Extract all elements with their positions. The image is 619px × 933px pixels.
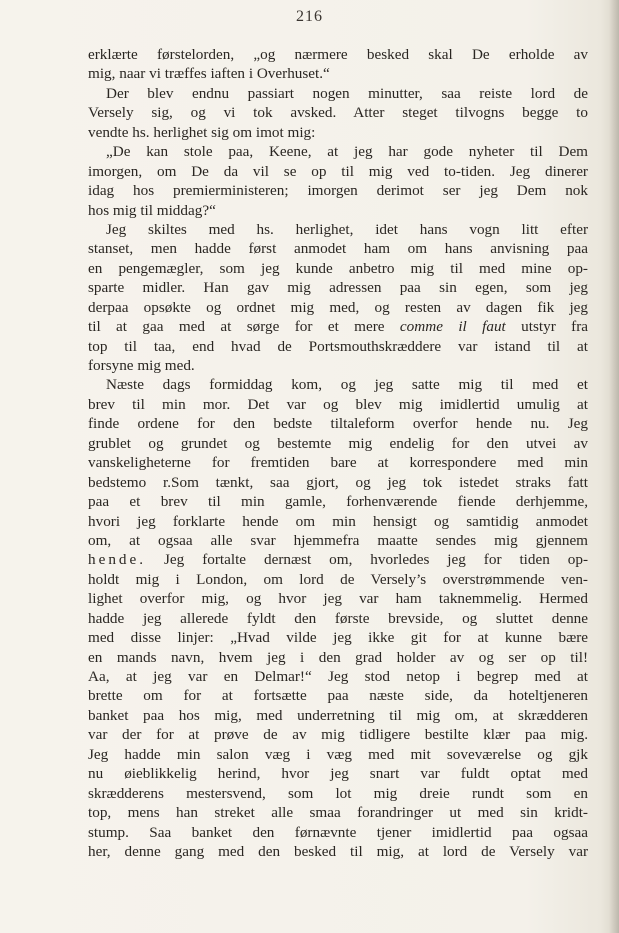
letterspaced-emphasis: hende. <box>88 551 147 569</box>
text-line: imorgen, om De da vil se op til mig ved to-tiden. Jeg dinerer <box>88 162 588 180</box>
text-line: derpaa opsøkte og ordnet mig med, og resten av dagen fik jeg <box>88 298 588 316</box>
text-line: skrædderens mestersvend, som lot mig dreie rundt som en <box>88 784 588 802</box>
text-line: var der for at prøve de av mig tidligere bestilte klær paa mig. <box>88 726 588 744</box>
text-line: en mands navn, hvem jeg i den grad holder av og ser op til! <box>88 648 588 666</box>
text-line: mig, naar vi træffes iaften i Overhuset.“ <box>88 65 330 83</box>
text-line: Næste dags formiddag kom, og jeg satte mig til med et <box>106 376 588 394</box>
text-line: Der blev endnu passiart nogen minutter, saa reiste lord de <box>106 84 588 102</box>
text-segment: utstyr fra <box>505 318 589 336</box>
page-number: 216 <box>296 8 323 25</box>
text-line: en pengemægler, som jeg kunde anbetro mig til med mine op- <box>88 259 588 277</box>
text-line: hadde jeg allerede fyldt den første brevside, og sluttet denne <box>88 609 588 627</box>
text-line: vanskeligheterne for fremtiden bare at korrespondere med min <box>88 454 588 472</box>
text-line: nu øieblikkelig herind, hvor jeg snart var fuldt optat med <box>88 765 588 783</box>
text-line: paa et brev til min gamle, forhenværende fiende derhjemme, <box>88 493 588 511</box>
text-line: Jeg skiltes med hs. herlighet, idet hans vogn litt efter <box>106 220 588 238</box>
text-line: idag hos premierministeren; imorgen derimot ser jeg Dem nok <box>88 182 588 200</box>
text-line <box>88 317 588 336</box>
text-line: banket paa hos mig, med underretning til mig om, at skrædderen <box>88 706 588 724</box>
text-line: om, at ogsaa alle svar hjemmefra maatte sendes mig gjennem <box>88 531 588 549</box>
text-line: hos mig til middag?“ <box>88 201 216 219</box>
text-line: Versely sig, og vi tok avsked. Atter steget tilvogns begge to <box>88 104 588 122</box>
text-line: her, denne gang med den besked til mig, at lord de Versely var <box>88 842 588 860</box>
text-line: forsyne mig med. <box>88 357 195 374</box>
text-line: top til taa, end hvad de Portsmouthskræddere var istand til at <box>88 337 588 355</box>
text-line: „De kan stole paa, Keene, at jeg har gode nyheter til Dem <box>106 143 588 161</box>
text-line: holdt mig i London, om lord de Versely’s overstrømmende ven- <box>88 570 588 588</box>
text-line: brev til min mor. Det var og blev mig imidlertid umulig at <box>88 395 588 413</box>
text-line: Jeg hadde min salon væg i væg med mit soveværelse og gjk <box>88 745 588 763</box>
text-segment: til at gaa med at sørge for et mere <box>88 318 400 336</box>
text-line: stump. Saa banket den førnævnte tjener imidlertid paa ogsaa <box>88 823 588 841</box>
text-line: hvori jeg forklarte hende om min hensigt og samtidig anmodet <box>88 512 588 530</box>
text-line: vendte hs. herlighet sig om imot mig: <box>88 123 316 141</box>
page-edge-shadow <box>609 0 619 933</box>
text-segment: Jeg fortalte dernæst om, hvorledes jeg for tiden op- <box>146 551 588 569</box>
text-line: grublet og grundet og bestemte mig endelig for den utvei av <box>88 434 588 452</box>
body-text <box>88 45 588 861</box>
text-line: erklærte førstelorden, „og nærmere besked skal De erholde av <box>88 46 588 63</box>
text-line: Aa, at jeg var en Delmar!“ Jeg stod netop i begrep med at <box>88 668 588 685</box>
italic-phrase: comme il faut <box>399 318 506 336</box>
text-line: med disse linjer: „Hvad vilde jeg ikke git for at kunne bære <box>88 629 588 647</box>
text-line: stanset, men hadde først anmodet ham om hans anvisning paa <box>88 240 588 258</box>
text-line: brette om for at fortsætte paa næste side, da hoteltjeneren <box>88 687 588 705</box>
text-line: sparte midler. Han gav mig adressen paa sin egen, som jeg <box>88 279 588 297</box>
text-line <box>88 550 588 569</box>
text-line: lighet overfor mig, og hvor jeg var ham taknemmelig. Hermed <box>88 590 588 608</box>
text-line: top, mens han streket alle smaa forandringer ut med sin kridt- <box>88 804 588 822</box>
text-line: finde ordene for den bedste tiltaleform overfor hende nu. Jeg <box>88 415 588 433</box>
text-line: bedstemo r.Som tænkt, saa gjort, og jeg tok istedet straks fatt <box>88 473 588 491</box>
